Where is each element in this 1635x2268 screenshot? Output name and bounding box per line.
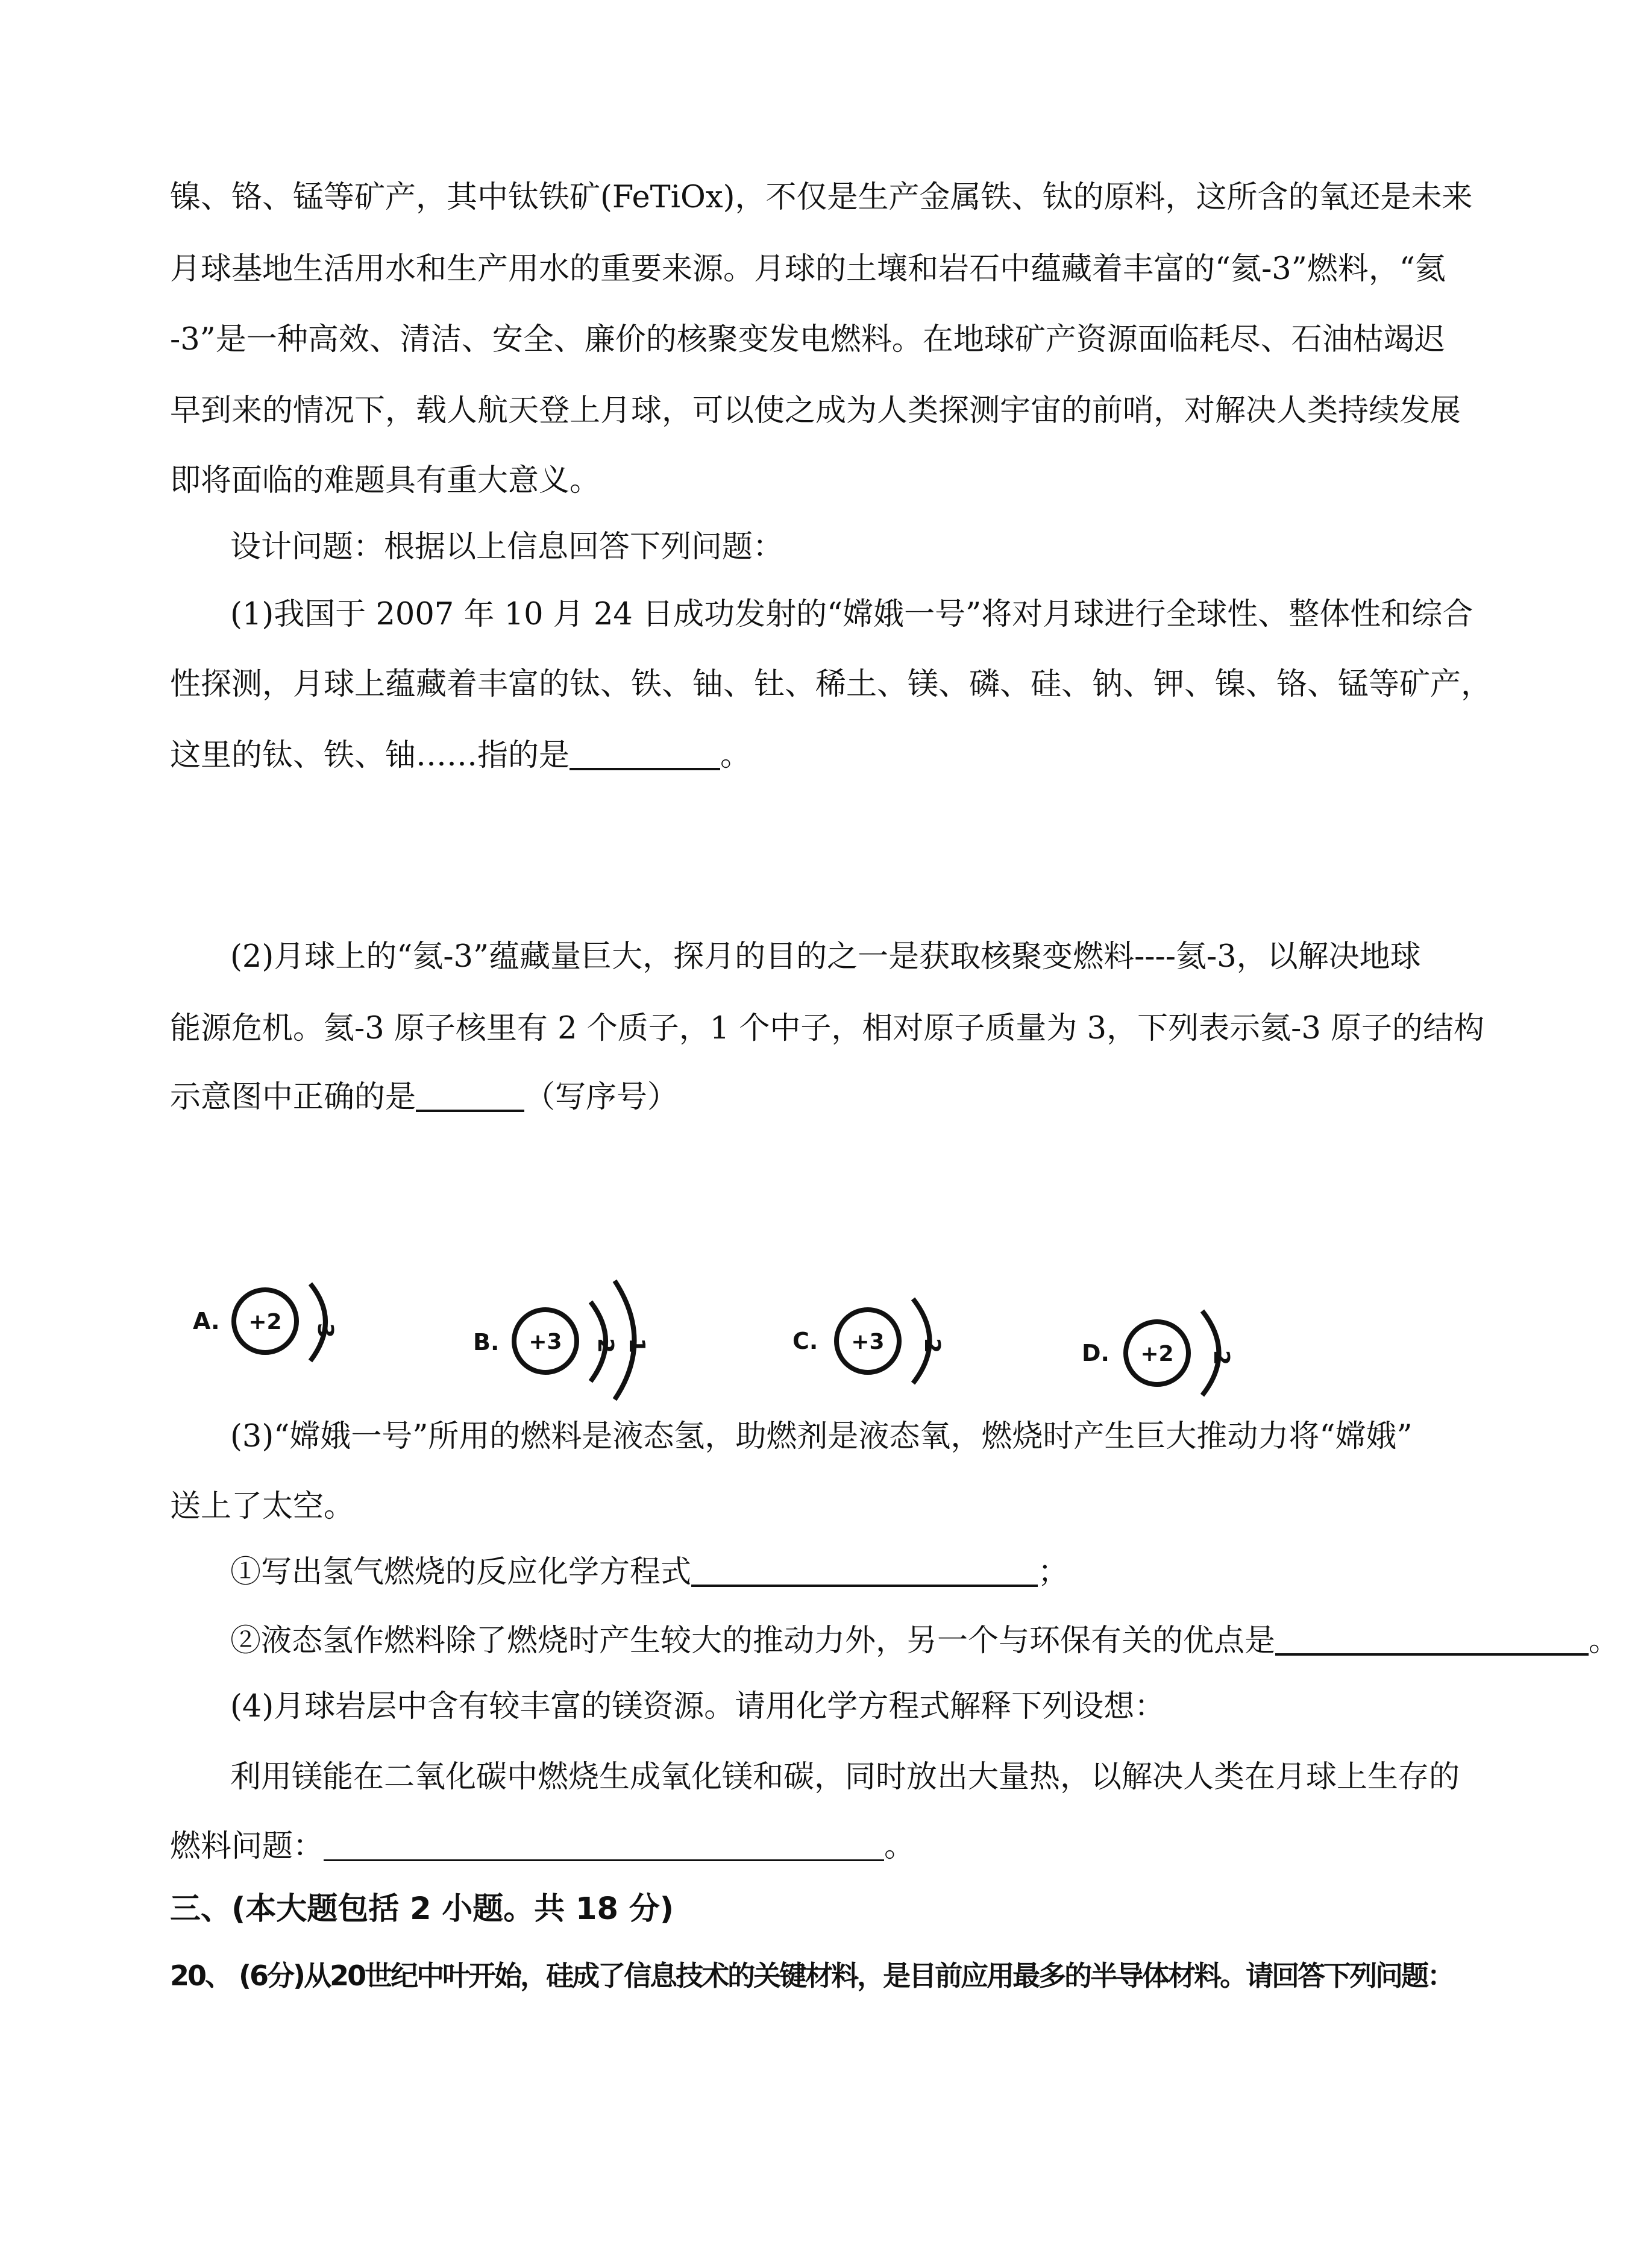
intro-line-4: 早到来的情况下，载人航天登上月球，可以使之成为人类探测宇宙的前哨，对解决人类持续发展 [170, 393, 1461, 429]
atomic-structure-diagrams [181, 1272, 1296, 1410]
q3-sub-1-prompt: ①写出氢气燃烧的反应化学方程式 [230, 1554, 692, 1590]
q4-answer-blank[interactable] [324, 1832, 884, 1861]
option-a-nucleus-charge: +2 [248, 1310, 282, 1334]
option-c-letter: C. [792, 1328, 818, 1354]
option-a-shell-1 [310, 1284, 325, 1361]
option-a[interactable] [193, 1284, 337, 1361]
section-3-heading: 三、(本大题包括 2 小题。共 18 分) [170, 1891, 674, 1927]
option-d-shell-1-electrons: 2 [1209, 1350, 1234, 1366]
option-c-nucleus-charge: +3 [851, 1330, 885, 1354]
q3-sub-2-prompt: ②液态氢作燃料除了燃烧时产生较大的推动力外，另一个与环保有关的优点是 [230, 1623, 1276, 1659]
option-d-nucleus-charge: +2 [1140, 1342, 1174, 1366]
q3-line-2: 送上了太空。 [170, 1489, 355, 1524]
q1-line-3 [170, 740, 751, 771]
intro-line-1: 镍、铬、锰等矿产，其中钛铁矿(FeTiOx)，不仅是生产金属铁、钛的原料，这所含的氧还是未来 [170, 180, 1473, 215]
q1-line-1: (1)我国于 2007 年 10 月 24 日成功发射的“嫦娥一号”将对月球进行全球性、整体性和综合 [230, 597, 1473, 632]
option-d[interactable] [1082, 1311, 1234, 1395]
q1-end: 。 [720, 738, 752, 773]
design-prompt: 设计问题：根据以上信息回答下列问题： [230, 529, 784, 565]
option-b-shell-2-electrons: 1 [624, 1338, 649, 1354]
q2-line-3 [170, 1079, 679, 1115]
q1-answer-blank[interactable] [570, 740, 720, 770]
q3-sub-2 [230, 1623, 1620, 1659]
option-a-shell-1-electrons: 3 [313, 1323, 337, 1339]
q3-sub-1-answer-blank[interactable] [691, 1557, 1038, 1587]
option-b-nucleus-charge: +3 [529, 1330, 562, 1354]
q1-prompt: 这里的钛、铁、铀……指的是 [170, 738, 570, 773]
q4-prompt: 燃料问题： [170, 1829, 324, 1864]
q2-prompt: 示意图中正确的是 [170, 1079, 416, 1115]
q4-line-2: 利用镁能在二氧化碳中燃烧生成氧化镁和碳，同时放出大量热，以解决人类在月球上生存的 [230, 1759, 1460, 1795]
option-c[interactable] [792, 1299, 944, 1383]
q4-end: 。 [884, 1829, 915, 1864]
question-20: 20、 (6分)从20世纪中叶开始，硅成了信息技术的关键材料，是目前应用最多的半导体材料。请回答下列问题： [170, 1959, 1454, 1992]
q2-answer-blank[interactable] [416, 1082, 524, 1112]
q3-sub-1 [230, 1554, 1069, 1590]
q4-line-3 [170, 1831, 915, 1862]
q2-line-1: (2)月球上的“氦-3”蕴藏量巨大，探月的目的之一是获取核聚变燃料----氦-3，以解决地球 [230, 939, 1421, 975]
q3-sub-2-end: 。 [1589, 1623, 1620, 1659]
q3-line-1: (3)“嫦娥一号”所用的燃料是液态氢，助燃剂是液态氧，燃烧时产生巨大推动力将“嫦娥” [230, 1419, 1413, 1454]
q3-sub-1-end: ； [1038, 1554, 1069, 1590]
option-a-letter: A. [193, 1308, 220, 1334]
q4-line-1: (4)月球岩层中含有较丰富的镁资源。请用化学方程式解释下列设想： [230, 1689, 1166, 1724]
q1-line-2: 性探测，月球上蕴藏着丰富的钛、铁、铀、钍、稀土、镁、磷、硅、钠、钾、镍、铬、锰等矿产， [170, 667, 1492, 702]
q3-sub-2-answer-blank[interactable] [1275, 1626, 1589, 1656]
intro-line-3: -3”是一种高效、清洁、安全、廉价的核聚变发电燃料。在地球矿产资源面临耗尽、石油枯竭迟 [170, 322, 1445, 357]
option-c-shell-1-electrons: 2 [920, 1338, 944, 1354]
option-b[interactable] [473, 1281, 649, 1399]
option-b-letter: B. [473, 1329, 500, 1355]
option-b-shell-1-electrons: 2 [593, 1338, 618, 1354]
intro-line-5: 即将面临的难题具有重大意义。 [170, 463, 601, 498]
intro-line-2: 月球基地生活用水和生产用水的重要来源。月球的土壤和岩石中蕴藏着丰富的“氦-3”燃料，“氦 [170, 251, 1446, 287]
q2-line-2: 能源危机。氦-3 原子核里有 2 个质子，1 个中子，相对原子质量为 3，下列表示氦-3 原子的结构 [170, 1011, 1484, 1046]
option-d-letter: D. [1082, 1340, 1109, 1366]
q2-suffix: （写序号） [524, 1079, 679, 1115]
